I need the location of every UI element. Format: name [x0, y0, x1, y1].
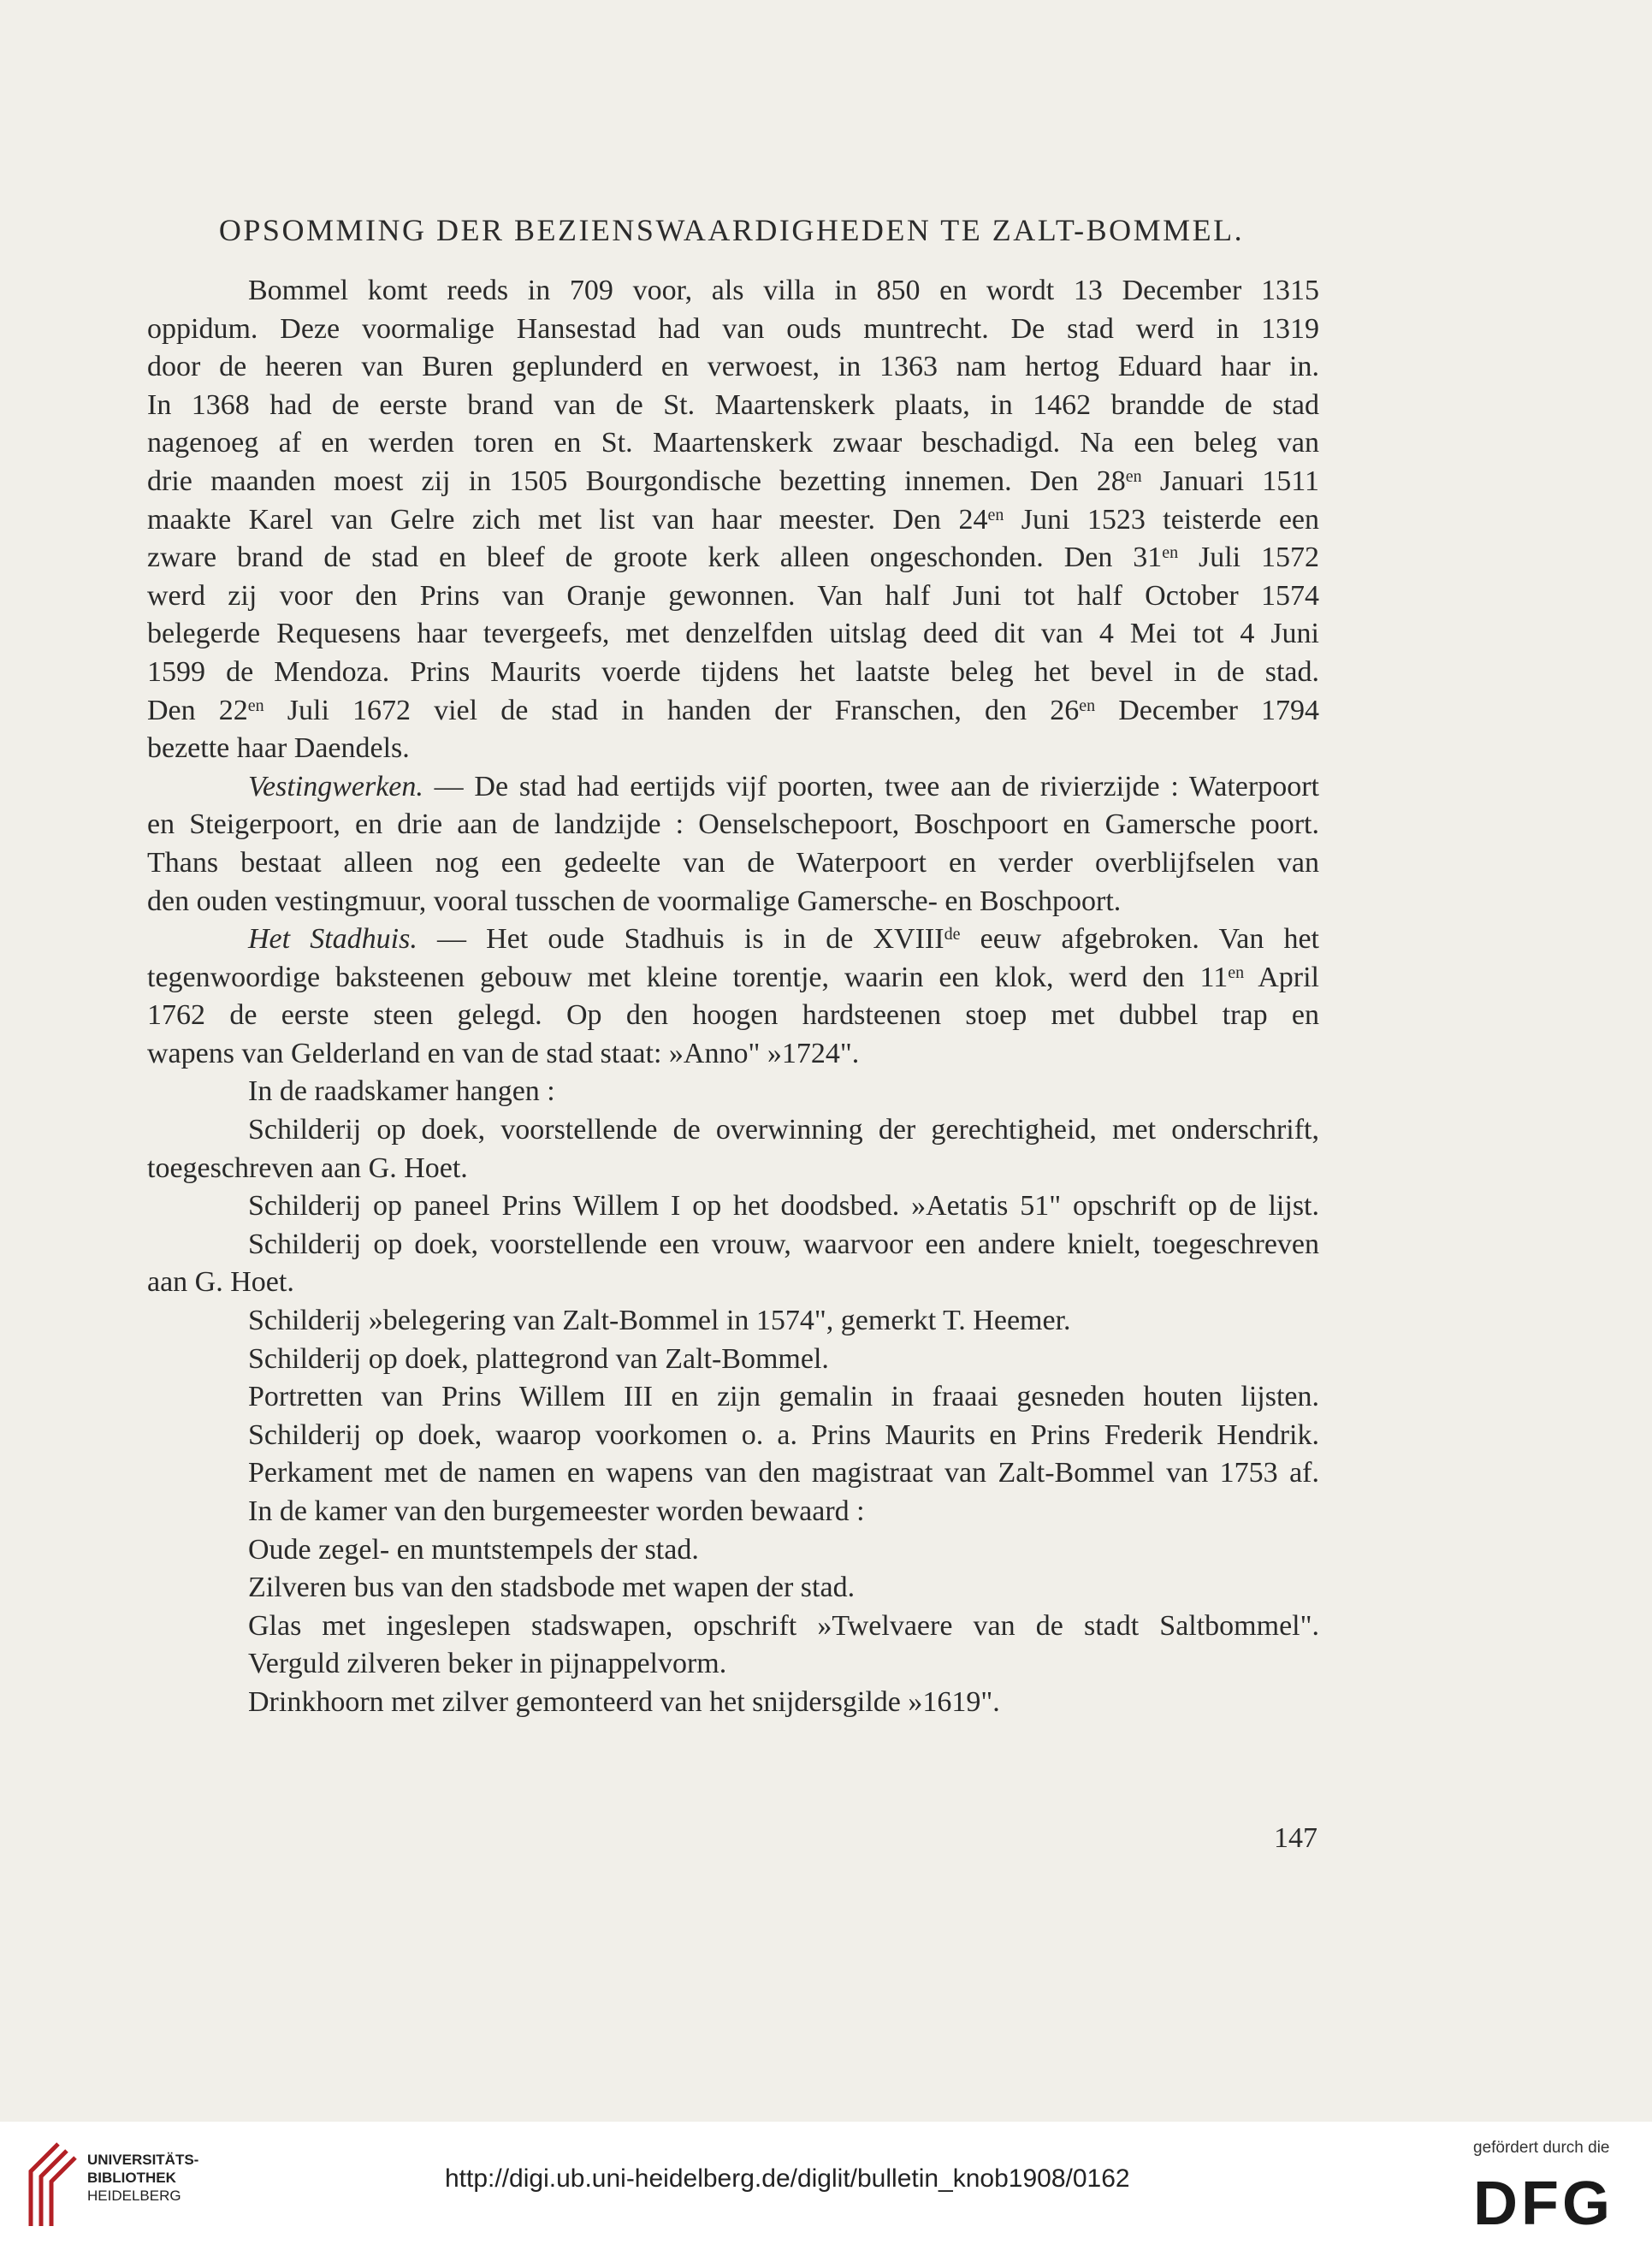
library-name: UNIVERSITÄTS- BIBLIOTHEK HEIDELBERG — [87, 2152, 199, 2204]
text-line: Schilderij op doek, waarop voorkomen o. a. Prins Maurits en Prins Frederik Hendrik. — [248, 1418, 1319, 1451]
text-line: Schilderij »belegering van Zalt-Bommel in 1574", gemerkt T. Heemer. — [248, 1305, 1071, 1337]
digitization-footer — [0, 2122, 1652, 2250]
text-line: Thans bestaat alleen nog een gedeelte van de Waterpoort en verder overblijfselen van — [147, 846, 1319, 879]
text-line: Bommel komt reeds in 709 voor, als villa in 850 en wordt 13 December 1315 — [248, 275, 1319, 306]
text-line: tegenwoordige baksteenen gebouw met kleine torentje, waarin een klok, werd den $11^{en}$ April — [147, 961, 1319, 993]
text-line: den ouden vestingmuur, vooral tusschen de voormalige Gamersche- en Boschpoort. — [147, 885, 1122, 917]
text-line: Den $22^{en}$ Juli 1672 viel de stad in handen der Franschen, den $26^{en}$ December 1794 — [147, 694, 1319, 726]
text-line: wapens van Gelderland en van de stad staat: »Anno" »1724". — [147, 1037, 860, 1069]
text-line: en Steigerpoort, en drie aan de landzijde : Oenselschepoort, Boschpoort en Gamersche poort. — [147, 808, 1319, 841]
text-line: toegeschreven aan G. Hoet. — [147, 1152, 468, 1184]
section-title-vestingwerken: Vestingwerken. — [248, 770, 423, 802]
text-line: werd zij voor den Prins van Oranje gewonnen. Van half Juni tot half October 1574 — [147, 579, 1319, 612]
text-line: Het Stadhuis. — Het oude Stadhuis is in de XVIIIde eeuw afgebroken. Van het — [248, 923, 1319, 956]
text-line: In 1368 had de eerste brand van de St. Maartenskerk plaats, in 1462 brandde de stad — [147, 388, 1319, 421]
text-line: 1599 de Mendoza. Prins Maurits voerde tijdens het laatste beleg het bevel in de stad. — [147, 655, 1319, 688]
svg-text:DFG: DFG — [1473, 2171, 1614, 2231]
text-line: maakte Karel van Gelre zich met list van haar meester. Den $24^{en}$ Juni 1523 teisterde een — [147, 503, 1319, 536]
text-line: Verguld zilveren beker in pijnappelvorm. — [248, 1648, 727, 1680]
section-title-stadhuis: Het Stadhuis. — [248, 923, 417, 956]
text-line: Schilderij op doek, voorstellende de overwinning der gerechtigheid, met onderschrift, — [248, 1114, 1319, 1146]
text-line: zware brand de stad en bleef de groote kerk alleen ongeschonden. Den $31^{en}$ Juli 1572 — [147, 542, 1320, 574]
page-number: 147 — [1274, 1822, 1317, 1854]
text-line: Schilderij op paneel Prins Willem I op het doodsbed. »Aetatis 51" opschrift op de lijst. — [248, 1190, 1319, 1223]
dfg-logo-icon — [1473, 2171, 1631, 2231]
text-line: bezette haar Daendels. — [147, 732, 410, 765]
text-line: Schilderij op doek, voorstellende een vrouw, waarvoor een andere knielt, toegeschreven — [248, 1228, 1319, 1260]
text-line: belegerde Requesens haar tevergeefs, met denzelfden uitslag deed dit van 4 Mei tot 4 Juni — [147, 618, 1319, 650]
text-line: 1762 de eerste steen gelegd. Op den hoogen hardsteenen stoep met dubbel trap en — [147, 999, 1319, 1032]
text-line: Oude zegel- en muntstempels der stad. — [248, 1533, 699, 1566]
text-line: Vestingwerken. — De stad had eertijds vijf poorten, twee aan de rivierzijde : Waterpoort — [248, 770, 1319, 802]
text-line: Drinkhoorn met zilver gemonteerd van het snijdersgilde »1619". — [248, 1685, 1000, 1718]
text-line: In de raadskamer hangen : — [248, 1075, 555, 1108]
body-text — [147, 272, 1319, 1722]
funding-caption: gefördert durch die — [1473, 2139, 1610, 2157]
page-heading: OPSOMMING DER BEZIENSWAARDIGHEDEN TE ZALT-BOMMEL. — [218, 213, 1245, 247]
text-line: In de kamer van den burgemeester worden bewaard : — [248, 1495, 865, 1527]
text-line: Glas met ingeslepen stadswapen, opschrift »Twelvaere van de stadt Saltbommel". — [248, 1609, 1319, 1642]
text-line: nagenoeg af en werden toren en St. Maartenskerk zwaar beschadigd. Na een beleg van — [147, 427, 1319, 459]
text-line: Portretten van Prins Willem III en zijn gemalin in fraaai gesneden houten lijsten. — [248, 1381, 1319, 1413]
text-line: Schilderij op doek, plattegrond van Zalt-Bommel. — [248, 1342, 829, 1375]
text-line: drie maanden moest zij in 1505 Bourgondische bezetting innemen. Den $28^{en}$ Januari 1511 — [147, 465, 1319, 497]
university-library-logo-icon — [24, 2137, 79, 2229]
text-line: Perkament met de namen en wapens van den magistraat van Zalt-Bommel van 1753 af. — [248, 1457, 1319, 1489]
text-line: door de heeren van Buren geplunderd en verwoest, in 1363 nam hertog Eduard haar in. — [147, 351, 1319, 383]
text-line: Zilveren bus van den stadsbode met wapen der stad. — [248, 1572, 856, 1604]
text-line: aan G. Hoet. — [147, 1266, 294, 1299]
source-url-link[interactable]: http://digi.ub.uni-heidelberg.de/diglit/bulletin_knob1908/0162 — [445, 2164, 1130, 2193]
text-line: oppidum. Deze voormalige Hansestad had van ouds muntrecht. De stad werd in 1319 — [147, 312, 1319, 345]
